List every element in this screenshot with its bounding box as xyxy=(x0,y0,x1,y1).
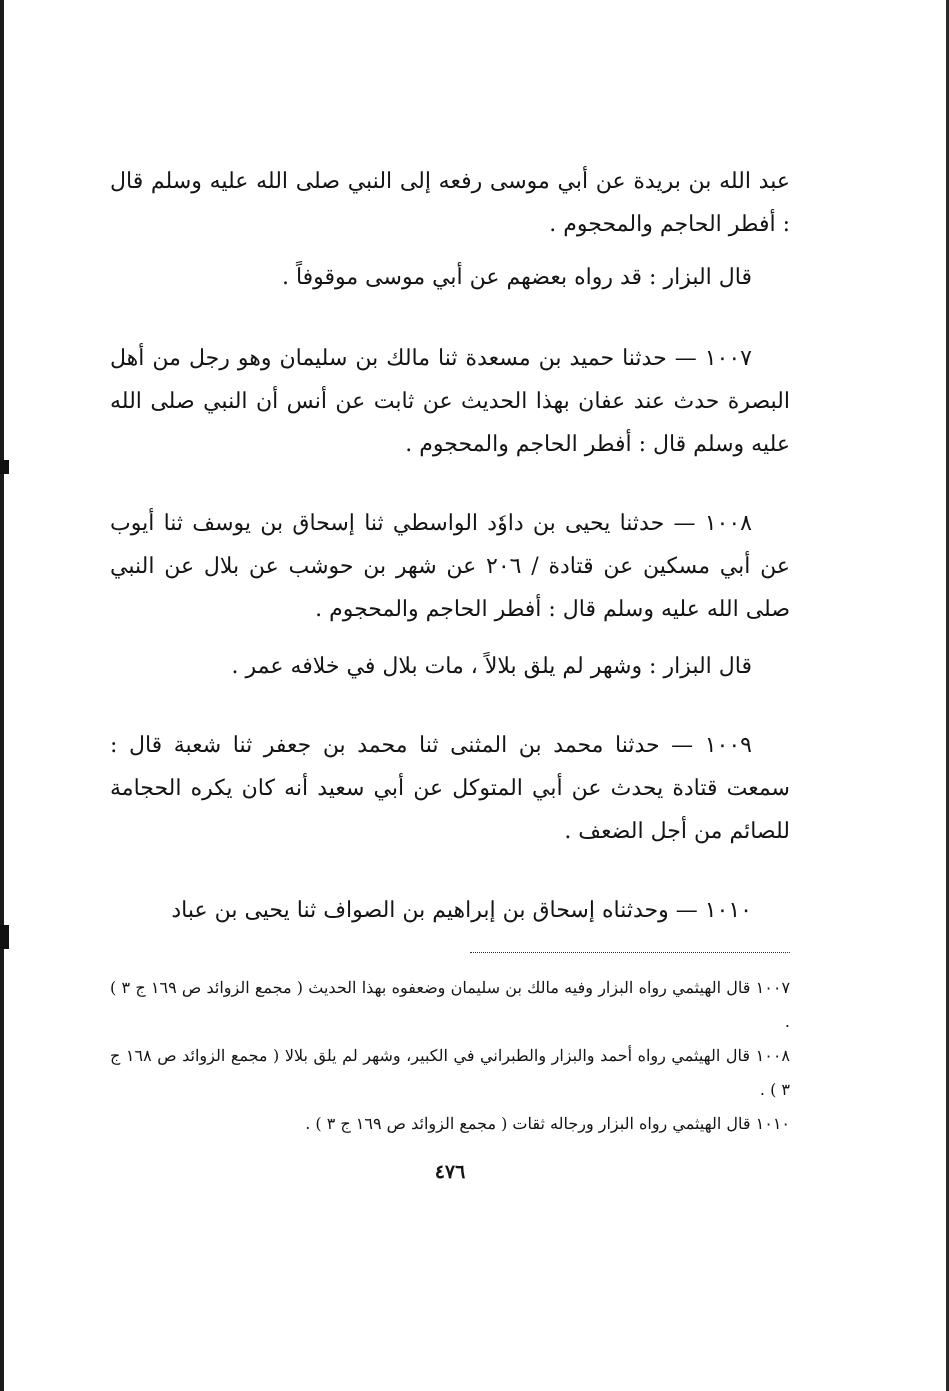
hadith-1007: ١٠٠٧ — حدثنا حميد بن مسعدة ثنا مالك بن سليمان وهو رجل من أهل البصرة حدث عند عفان بهذا الحديث عن ثابت عن أنس أن النبي صلى الله عليه وسلم قال : أفطر الحاجم والمحجوم . xyxy=(110,346,790,457)
paragraph-continuation: عبد الله بن بريدة عن أبي موسى رفعه إلى النبي صلى الله عليه وسلم قال : أفطر الحاجم والمحجوم . xyxy=(110,169,790,237)
hadith-1010: ١٠١٠ — وحدثناه إسحاق بن إبراهيم بن الصواف ثنا يحيى بن عباد xyxy=(171,898,752,923)
footnote-1007: ١٠٠٧ قال الهيثمي رواه البزار وفيه مالك بن سليمان وضعفوه بهذا الحديث ( مجمع الزوائد ص ١٦٩ ج ٣ ) . xyxy=(110,978,791,1031)
hadith-1008: ١٠٠٨ — حدثنا يحيى بن داوٗد الواسطي ثنا إسحاق بن يوسف ثنا أيوب عن أبي مسكين عن قتادة / ٢٠٦ عن شهر بن حوشب عن بلال عن النبي صلى الله عليه وسلم قال : أفطر الحاجم والمحجوم . xyxy=(110,511,790,622)
edge-mark-top xyxy=(0,460,9,474)
footnote-1008: ١٠٠٨ قال الهيثمي رواه أحمد والبزار والطبراني في الكبير، وشهر لم يلق بلالا ( مجمع الزوائد ص ١٦٨ ج ٣ ) . xyxy=(110,1046,790,1099)
footnote-separator-wrap xyxy=(110,932,790,953)
hadith-1009: ١٠٠٩ — حدثنا محمد بن المثنى ثنا محمد بن جعفر ثنا شعبة قال : سمعت قتادة يحدث عن أبي المتوكل عن أبي سعيد أنه كان يكره الحجامة للصائم من أجل الضعف . xyxy=(110,733,790,844)
scan-edge-left xyxy=(0,0,4,1391)
footnote-1010: ١٠١٠ قال الهيثمي رواه البزار ورجاله ثقات ( مجمع الزوائد ص ١٦٩ ج ٣ ) . xyxy=(305,1114,790,1133)
page-content xyxy=(110,160,790,1183)
footnotes xyxy=(110,971,790,1141)
footnote-separator xyxy=(470,952,790,953)
page-number: ٤٧٦ xyxy=(434,1161,466,1183)
paragraph-bazzar-note-1: قال البزار : قد رواه بعضهم عن أبي موسى موقوفاً . xyxy=(281,265,752,290)
edge-mark-bottom xyxy=(0,925,9,949)
paragraph-bazzar-note-2: قال البزار : وشهر لم يلق بلالاً ، مات بلال في خلافه عمر . xyxy=(231,654,752,679)
